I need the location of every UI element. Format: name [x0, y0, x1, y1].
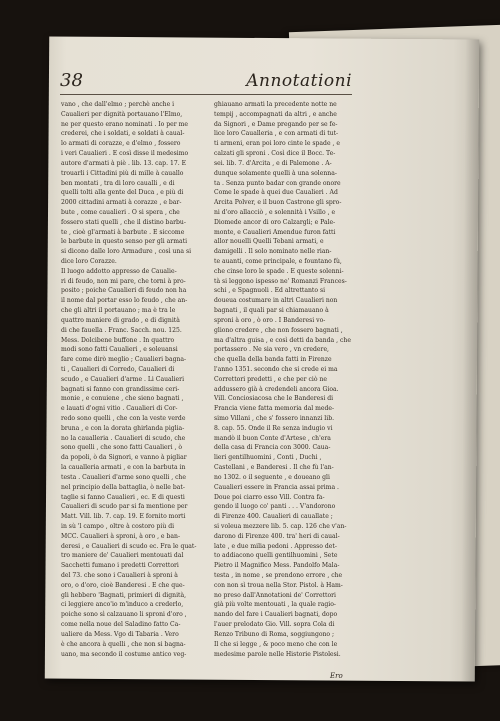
text-line: in sù 'l campo , oltre à costoro più di: [61, 522, 175, 530]
page-header: [60, 70, 352, 92]
text-line: to addiacono quelli gentilhuomini , Sete: [214, 552, 338, 560]
text-line: del 73. che sono i Caualieri à sproni à: [61, 572, 178, 579]
text-line: le barbute in questo senso per gli armati: [61, 238, 188, 246]
text-line: doueua costumare in altri Caualieri non: [214, 297, 338, 305]
text-line: sproni à oro , ò oro . I Banderesi vo-: [214, 316, 326, 324]
text-line: ne per questo erano nominati . Io per me: [61, 120, 188, 128]
text-line: Diomede ancor di oro Calzargli; e Pale-: [214, 218, 336, 226]
text-line: Caualieri per dignità portauano l'Elmo,: [61, 110, 183, 118]
text-line: quelli tolti alla gente del Duca , e più di: [61, 189, 184, 197]
text-line: no la caualleria . Caualieri di scudo, che: [61, 434, 186, 442]
text-line: Caualieri di scudo par si fa mentione per: [61, 503, 188, 511]
text-line: i veri Caualieri . E così disse il medesimo: [61, 150, 189, 158]
text-line: Castellani , e Banderesi . Il che fù l'an-: [214, 464, 334, 472]
text-line: 8. cap. 55. Onde il Re senza indugio vi: [214, 424, 333, 432]
page-number: 38: [60, 70, 83, 91]
text-line: bruna , e con la dorata ghirlanda piglia-: [61, 424, 185, 432]
text-line: dunque solamente quelli à una solenna-: [214, 169, 337, 177]
text-line: è che ancora à quelli , che non si bagna-: [61, 640, 186, 648]
text-line: Renzo Tribuno di Roma, soggiungono ;: [214, 630, 335, 638]
text-line: schi , e Spagnuoli . Ed altrettanto si: [214, 287, 326, 295]
text-line: ti armeni, eran poi loro cinte le spade , e: [214, 140, 340, 148]
text-line: che gli altri il portauano ; ma è tra le: [61, 307, 176, 315]
text-line: no preso dall'Annotationi de' Correttori: [214, 591, 336, 599]
text-line: quattro maniere di grado , e di dignità: [61, 316, 180, 324]
text-line: si voleua mezzere lib. 5. cap. 126 che v'an-: [214, 522, 347, 530]
text-line: uano, ma secondo il costume antico veg-: [61, 650, 187, 658]
text-line: ti , Caualieri di Corredo, Caualieri di: [61, 365, 175, 373]
text-line: sono quelli , che sono fatti Caualieri , ò: [61, 444, 182, 452]
text-line: trouarli i Cittadini più di mille à cauallo: [61, 169, 184, 177]
text-line: no 1302. o il seguente , e doueano gli: [214, 473, 330, 481]
text-line: poiche sono sì calzauano li sproni d'oro ,: [61, 611, 187, 619]
text-line: lice loro Caualleria , e con armati di tut-: [214, 130, 339, 138]
header-rule: [60, 94, 352, 95]
text-line: Caualieri essere in Francia assai prima .: [214, 483, 339, 491]
text-line: Come le spade à quei due Caualieri . Ad: [214, 189, 338, 197]
text-line: calzati gli sproni . Così dice il Bocc. Te-: [214, 150, 336, 158]
text-line: ma d'altra guisa , e così detti da banda , che: [214, 336, 351, 344]
text-line: oro, o d'oro, cioè Banderesi . E che que-: [61, 581, 185, 589]
text-line: dice loro Corazze.: [61, 258, 117, 265]
text-line: tà si leggono ispesso ne' Romanzi Frances-: [214, 277, 347, 285]
text-line: che cinse loro le spade . E queste solenni-: [214, 267, 344, 275]
text-line: bagnati si fanno con grandissime ceri-: [61, 385, 180, 393]
text-line: testa . Caualieri d'arme sono quelli , che: [61, 473, 187, 481]
text-line: ta . Senza punto badar con grande onore: [214, 179, 341, 187]
text-line: te , cioè gl'armati à barbute . E siccome: [61, 228, 185, 236]
text-line: Sacchetti fumano i predetti Correttori: [61, 562, 179, 570]
text-line: scudo , e Caualieri d'arme . Li Caualieri: [61, 375, 185, 383]
text-line: addussero già à credendeli ancora Gioa.: [214, 385, 339, 393]
text-line: lo armati di corazze, e d'elmo , fossero: [61, 140, 181, 148]
text-line: testa , in nome , se prendono errore , che: [214, 572, 343, 579]
text-line: sei. lib. 7. d'Arcita , e di Palemone . A-: [214, 159, 332, 167]
text-line: Matt. Vill. lib. 7. cap. 19. E fornito morti: [61, 513, 186, 521]
text-line: te auanti, come principale, e fountano fù,: [214, 258, 342, 265]
text-line: da Signori , e Dame pregando per se fe-: [214, 120, 338, 128]
text-line: redo sono quelli , che con la veste verde: [61, 415, 186, 422]
text-line: Vill. Conciosiacosa che le Banderesi di: [214, 395, 334, 403]
text-line: gli hebbero 'Bagnati, primieri di dignità,: [61, 591, 187, 599]
text-line: Arcita Polver, e il buon Castrone gli spro-: [214, 199, 342, 207]
text-line: gliono credere , che non fossero bagnati ,: [214, 326, 343, 334]
text-line: 2000 cittadini armati à corazze , e bar-: [61, 199, 182, 207]
text-line: MCC. Caualieri à sproni, à oro , e ban-: [61, 532, 180, 540]
text-line: monie , e conuiene , che sieno bagnati ,: [61, 395, 184, 403]
text-line: modi sono fatti Caualieri , e soleuansi: [61, 346, 178, 354]
text-line: ci leggiere anco'io m'induco a crederlo,: [61, 601, 184, 609]
text-line: si dicono dalle loro Armadure , così una si: [61, 248, 192, 256]
text-line: mandò il buon Conte d'Artese , ch'era: [214, 434, 331, 442]
text-line: allor nouelli Quelli Tebani armati, e: [214, 238, 324, 246]
text-line: che quella della banda fatti in Firenze: [214, 356, 332, 364]
text-line: ri di feudo, non mi pare, che torni à pro-: [61, 277, 186, 285]
text-column-left: [61, 100, 199, 659]
text-line: ghiauano armati la precedente notte ne: [214, 101, 337, 108]
text-line: come nella noue del Saladino fatto Ca-: [61, 621, 181, 629]
text-line: simo Villani , che s' fossero innanzi lib.: [214, 415, 335, 422]
text-line: e lauati d'ogni vitio . Caualieri di Cor-: [61, 405, 178, 413]
text-line: l'anno 1351. secondo che si crede ei ma: [214, 365, 338, 373]
text-line: posito ; poiche Caualieri di feudo non ha: [61, 287, 187, 295]
text-line: Il che si legge , & poco meno che con le: [214, 640, 338, 648]
text-line: bute , come caualieri . O si spera , che: [61, 208, 180, 216]
text-line: portassero . Ne sia vero , vn credere,: [214, 346, 329, 354]
text-line: late , e due milia pedoni . Appresso det-: [214, 542, 337, 550]
text-line: nando del fare i Caualieri bagnati, dopo: [214, 611, 338, 619]
text-line: bagnati , il quali par si chiamauano à: [214, 307, 329, 315]
text-line: di Firenze 400. Caualieri di cauallate ;: [214, 513, 333, 521]
text-line: della casa di Francia con 3000. Caua-: [214, 444, 331, 452]
text-line: taglie si fanno Caualieri , ec. E di questi: [61, 493, 185, 501]
text-line: Mess. Dolcibene buffone . In quattro: [61, 336, 175, 344]
text-line: Francia viene fatta memoria dal mede-: [214, 405, 335, 413]
running-title: Annotationi: [246, 71, 352, 91]
text-line: il nome dal portar esso lo feudo , che an-: [61, 297, 188, 305]
text-line: damigelli . Il solo nominato nelle rian-: [214, 248, 332, 256]
text-line: Doue poi ciarro esso Vill. Contra fa-: [214, 493, 325, 501]
text-line: deresi , e Caualieri di scudo ec. Fra le quat-: [61, 542, 197, 550]
catchword: Ero: [330, 672, 343, 680]
text-line: Correttori predetti , e che per ciò ne: [214, 375, 327, 383]
text-line: lieri gentilhuomini , Conti , Duchi ,: [214, 454, 322, 462]
text-line: vano , che dall'elmo ; perchè anche i: [61, 101, 175, 108]
text-line: da popoli, ò da Signori, e vanno à pigliar: [61, 454, 187, 462]
text-line: la caualleria armati , e con la barbuta in: [61, 464, 186, 472]
text-line: l'auer prelodato Gio. Vill. sopra Cola di: [214, 621, 335, 629]
text-line: fare come dirò meglio ; Caualieri bagna-: [61, 356, 187, 364]
text-column-right: [214, 100, 352, 659]
text-line: monte, e Caualieri Amendue furon fatti: [214, 228, 336, 236]
text-line: autore d'armati à piè . lib. 13. cap. 17. E: [61, 159, 187, 167]
text-line: di che fauella . Franc. Sacch. nou. 125.: [61, 326, 182, 334]
text-line: ben montati , tra di loro caualli , e di: [61, 179, 175, 187]
text-line: Il luogo addotto appresso de Caualie-: [61, 267, 177, 275]
text-line: tempij , accompagnati da altri , e anche: [214, 110, 337, 118]
text-line: gendo il luogo co' panti . . . V'andorono: [214, 503, 336, 511]
text-line: ualiere da Mess. Vgo di Tabaria . Vero: [61, 630, 179, 638]
text-line: nel principio della battaglia, ò nelle bat-: [61, 483, 185, 491]
text-line: tro maniere de' Caualieri mentouati dal: [61, 552, 184, 560]
text-line: darono di Firenze 400. tra' heri di caual-: [214, 532, 340, 540]
text-line: già più volte mentouati , la quale ragio-: [214, 601, 336, 609]
text-line: crederei, che i soldati, e soldati à caual-: [61, 130, 185, 138]
text-line: Pietro il Magnifico Mess. Pandolfo Mala-: [214, 562, 340, 570]
text-line: fossero stati quelli , che il distino barbu-: [61, 218, 186, 226]
text-line: ni d'oro allacciò , e solennità i Vsillo , e: [214, 208, 336, 216]
text-line: medesime parole nelle Historie Pistolesi.: [214, 650, 341, 658]
text-line: con non sì troua nella Stor. Pistol. à Ham-: [214, 581, 343, 589]
